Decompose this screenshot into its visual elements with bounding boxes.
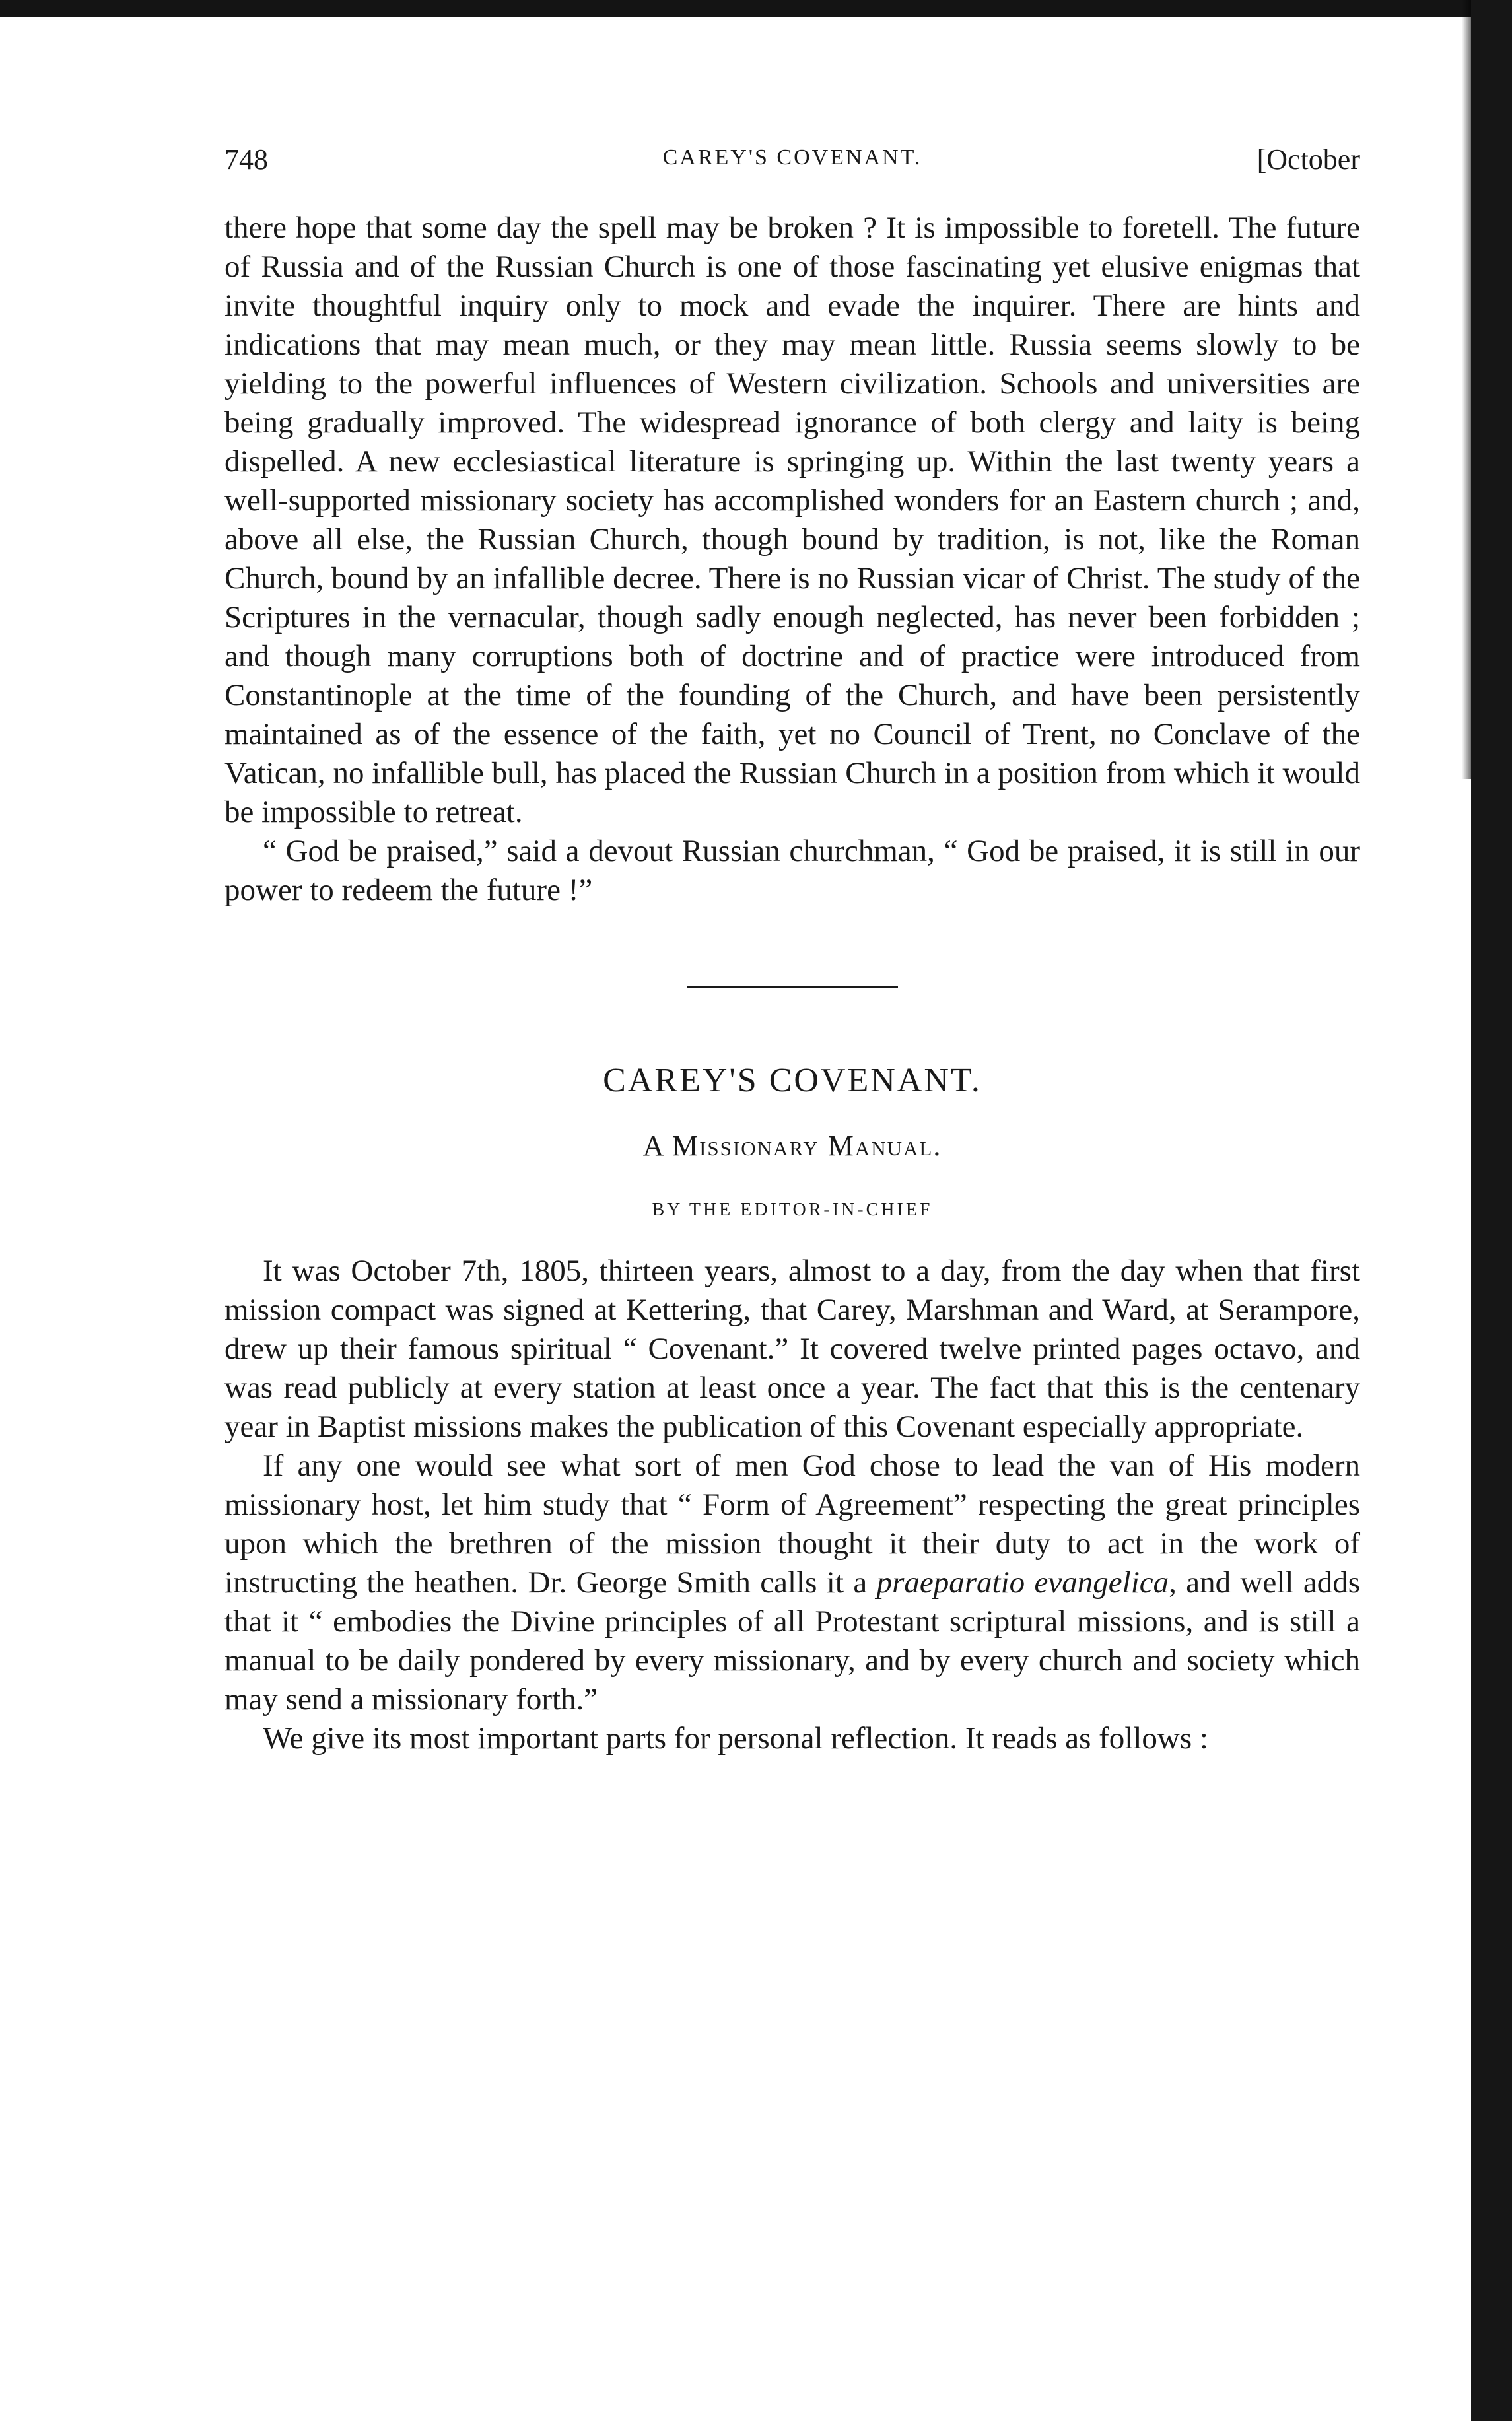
running-title: CAREY'S COVENANT. <box>662 145 922 170</box>
prev-article-paragraph-1: there hope that some day the spell may be broken ? It is impossible to foretell. The future of Russia and of the Russian Church is one of those fascinating yet elusive enigmas that invite thoughtful inquiry only to mock and evade the inquirer. There are hints and indications that may mean much, or they may mean little. Russia seems slowly to be yielding to the powerful influences of Western civilization. Schools and universities are being gradually improved. The widespread ignorance of both clergy and laity is being dispelled. A new ecclesiastical literature is springing up. Within the last twenty years a well-supported missionary society has accomplished wonders for an Eastern church ; and, above all else, the Russian Church, though bound by tradition, is not, like the Roman Church, bound by an infallible decree. There is no Russian vicar of Christ. The study of the Scriptures in the vernacular, though sadly enough neglected, has never been forbidden ; and though many corruptions both of doctrine and of practice were introduced from Constantinople at the time of the founding of the Church, and have been persistently maintained as of the essence of the faith, yet no Council of Trent, no Conclave of the Vatican, no infallible bull, has placed the Russian Church in a position from which it would be impossible to retreat. <box>224 211 1360 829</box>
article-title: CAREY'S COVENANT. <box>603 1062 982 1099</box>
article-byline: BY THE EDITOR-IN-CHIEF <box>652 1200 933 1220</box>
article-paragraph-2 <box>224 1447 1360 1719</box>
article-paragraph-1: It was October 7th, 1805, thirteen years, almost to a day, from the day when that first mission compact was signed at Kettering, that Carey, Marshman and Ward, at Serampore, drew up their famous spiritual “ Covenant.” It covered twelve printed pages octavo, and was read publicly at every station at least once a year. The fact that this is the centenary year in Baptist missions makes the publication of this Covenant especially appropriate. <box>224 1254 1360 1444</box>
page-number: 748 <box>224 143 268 176</box>
article-subtitle: A Missionary Manual. <box>642 1130 942 1162</box>
running-head <box>224 132 1360 185</box>
scan-border-right <box>1471 0 1512 2421</box>
article-paragraph-2-end: , and well adds that it “ embodies the Divine principles of all Protestant scriptural missions, and is still a manual to be daily pondered by every missionary, and by every church and society which may send a missionary forth.” <box>224 1565 1361 1717</box>
scan-shadow-right <box>1462 0 1471 779</box>
prev-article-paragraph-2: “ God be praised,” said a devout Russian churchman, “ God be praised, it is still in our power to redeem the future !” <box>224 834 1360 907</box>
article-paragraph-2-start: If any one would see what sort of men God chose to lead the van of His modern missionary host, let him study that “ Form of Agreement” respecting the great principles upon which the brethren of the mission thought it their duty to act in the work of instructing the heathen. Dr. George Smith calls it a <box>224 1449 1360 1600</box>
running-month: [October <box>1256 143 1360 176</box>
page-body <box>224 209 1360 1758</box>
section-divider-rule <box>687 986 898 988</box>
book-page <box>224 132 1360 2364</box>
article-paragraph-3: We give its most important parts for personal reflection. It reads as follows : <box>263 1721 1208 1756</box>
latin-phrase: praeparatio evangelica <box>876 1565 1169 1600</box>
scan-border-top <box>0 0 1512 17</box>
